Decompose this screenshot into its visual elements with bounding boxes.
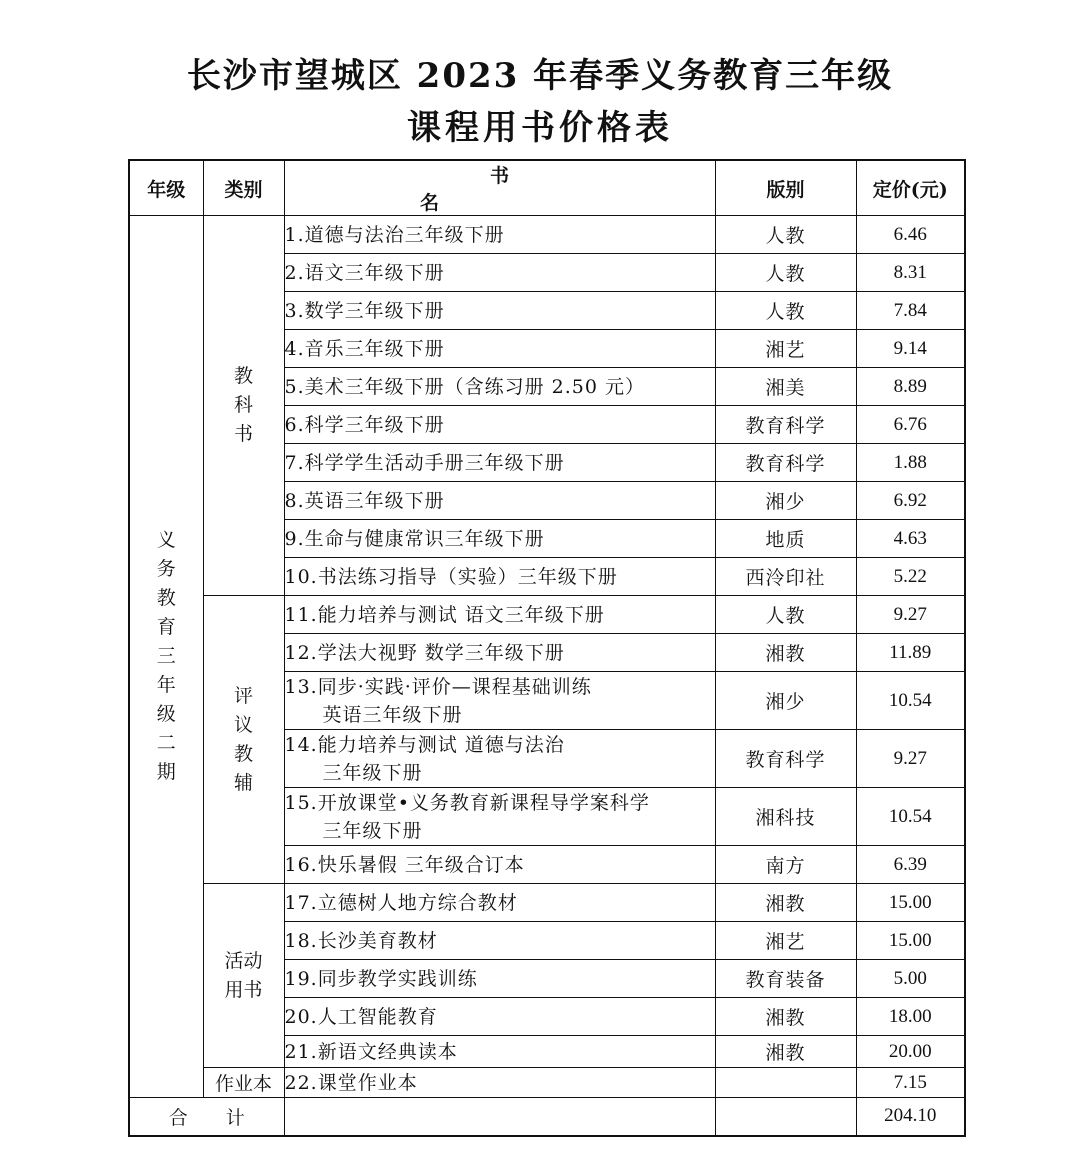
header-price: 定价(元) bbox=[856, 160, 965, 216]
book-price: 15.00 bbox=[856, 884, 965, 922]
book-edition: 湘教 bbox=[715, 634, 856, 672]
book-price: 8.89 bbox=[856, 368, 965, 406]
book-edition: 湘少 bbox=[715, 672, 856, 730]
book-name-line2: 三年级下册 bbox=[322, 819, 423, 842]
book-name: 10.书法练习指导（实验）三年级下册 bbox=[284, 558, 715, 596]
book-name: 1.道德与法治三年级下册 bbox=[284, 216, 715, 254]
book-price: 5.00 bbox=[856, 960, 965, 998]
book-name: 12.学法大视野 数学三年级下册 bbox=[284, 634, 715, 672]
table-row bbox=[129, 1068, 965, 1098]
book-price: 6.39 bbox=[856, 846, 965, 884]
book-name bbox=[284, 788, 715, 846]
book-name: 4.音乐三年级下册 bbox=[284, 330, 715, 368]
book-name bbox=[284, 672, 715, 730]
book-edition: 湘教 bbox=[715, 884, 856, 922]
book-name: 16.快乐暑假 三年级合订本 bbox=[284, 846, 715, 884]
table-row bbox=[129, 596, 965, 634]
book-name: 3.数学三年级下册 bbox=[284, 292, 715, 330]
book-name: 18.长沙美育教材 bbox=[284, 922, 715, 960]
book-edition: 湘少 bbox=[715, 482, 856, 520]
book-name-line2: 英语三年级下册 bbox=[322, 703, 463, 726]
book-edition: 湘美 bbox=[715, 368, 856, 406]
book-edition: 西泠印社 bbox=[715, 558, 856, 596]
book-price: 11.89 bbox=[856, 634, 965, 672]
book-name: 7.科学学生活动手册三年级下册 bbox=[284, 444, 715, 482]
book-price: 9.27 bbox=[856, 596, 965, 634]
book-price: 5.22 bbox=[856, 558, 965, 596]
category-workbook: 作业本 bbox=[203, 1068, 284, 1098]
book-edition: 人教 bbox=[715, 216, 856, 254]
grade-cell: 义务教育三年级二期 bbox=[129, 216, 203, 1098]
book-name-line1: 15.开放课堂•义务教育新课程导学案科学 bbox=[284, 791, 650, 814]
book-price: 20.00 bbox=[856, 1036, 965, 1068]
title-line-1: 长沙市望城区 2023 年春季义务教育三年级 bbox=[186, 56, 894, 96]
total-price: 204.10 bbox=[856, 1098, 965, 1136]
book-name: 19.同步教学实践训练 bbox=[284, 960, 715, 998]
book-price: 6.46 bbox=[856, 216, 965, 254]
book-edition: 湘艺 bbox=[715, 330, 856, 368]
book-price: 10.54 bbox=[856, 788, 965, 846]
category-textbook: 教科书 bbox=[203, 216, 284, 596]
book-edition: 人教 bbox=[715, 596, 856, 634]
book-price: 15.00 bbox=[856, 922, 965, 960]
book-name: 6.科学三年级下册 bbox=[284, 406, 715, 444]
book-edition: 南方 bbox=[715, 846, 856, 884]
book-name-line2: 三年级下册 bbox=[322, 761, 423, 784]
total-row bbox=[129, 1098, 965, 1136]
book-edition: 地质 bbox=[715, 520, 856, 558]
book-edition: 教育科学 bbox=[715, 444, 856, 482]
book-name: 8.英语三年级下册 bbox=[284, 482, 715, 520]
total-edition-empty bbox=[715, 1098, 856, 1136]
book-name: 11.能力培养与测试 语文三年级下册 bbox=[284, 596, 715, 634]
book-price: 7.84 bbox=[856, 292, 965, 330]
book-price: 1.88 bbox=[856, 444, 965, 482]
total-label: 合计 bbox=[129, 1098, 284, 1136]
book-edition: 教育科学 bbox=[715, 406, 856, 444]
header-grade: 年级 bbox=[129, 160, 203, 216]
book-name: 20.人工智能教育 bbox=[284, 998, 715, 1036]
book-edition: 人教 bbox=[715, 254, 856, 292]
book-price: 7.15 bbox=[856, 1068, 965, 1098]
total-name-empty bbox=[284, 1098, 715, 1136]
header-edition: 版别 bbox=[715, 160, 856, 216]
book-name: 22.课堂作业本 bbox=[284, 1068, 715, 1098]
book-edition: 教育科学 bbox=[715, 730, 856, 788]
book-price: 8.31 bbox=[856, 254, 965, 292]
book-name: 17.立德树人地方综合教材 bbox=[284, 884, 715, 922]
book-name: 9.生命与健康常识三年级下册 bbox=[284, 520, 715, 558]
header-book-name: 书名 bbox=[284, 160, 715, 216]
book-edition: 教育装备 bbox=[715, 960, 856, 998]
book-price: 18.00 bbox=[856, 998, 965, 1036]
table-row bbox=[129, 884, 965, 922]
book-price: 6.92 bbox=[856, 482, 965, 520]
book-name-line1: 14.能力培养与测试 道德与法治 bbox=[284, 733, 565, 756]
book-edition: 人教 bbox=[715, 292, 856, 330]
category-review: 评议教辅 bbox=[203, 596, 284, 884]
book-price: 9.27 bbox=[856, 730, 965, 788]
book-name: 5.美术三年级下册（含练习册 2.50 元） bbox=[284, 368, 715, 406]
book-name-line1: 13.同步·实践·评价—课程基础训练 bbox=[284, 675, 592, 698]
book-edition: 湘科技 bbox=[715, 788, 856, 846]
book-edition: 湘教 bbox=[715, 1036, 856, 1068]
header-row bbox=[129, 160, 965, 216]
book-price: 10.54 bbox=[856, 672, 965, 730]
book-name: 21.新语文经典读本 bbox=[284, 1036, 715, 1068]
book-name: 2.语文三年级下册 bbox=[284, 254, 715, 292]
book-price: 9.14 bbox=[856, 330, 965, 368]
price-table bbox=[128, 159, 966, 1137]
book-edition: 湘教 bbox=[715, 998, 856, 1036]
book-price: 4.63 bbox=[856, 520, 965, 558]
book-edition: 湘艺 bbox=[715, 922, 856, 960]
table-row bbox=[129, 216, 965, 254]
book-price: 6.76 bbox=[856, 406, 965, 444]
category-activity: 活动用书 bbox=[203, 884, 284, 1068]
book-name bbox=[284, 730, 715, 788]
header-category: 类别 bbox=[203, 160, 284, 216]
book-edition bbox=[715, 1068, 856, 1098]
title-line-2: 课程用书价格表 bbox=[407, 108, 673, 148]
